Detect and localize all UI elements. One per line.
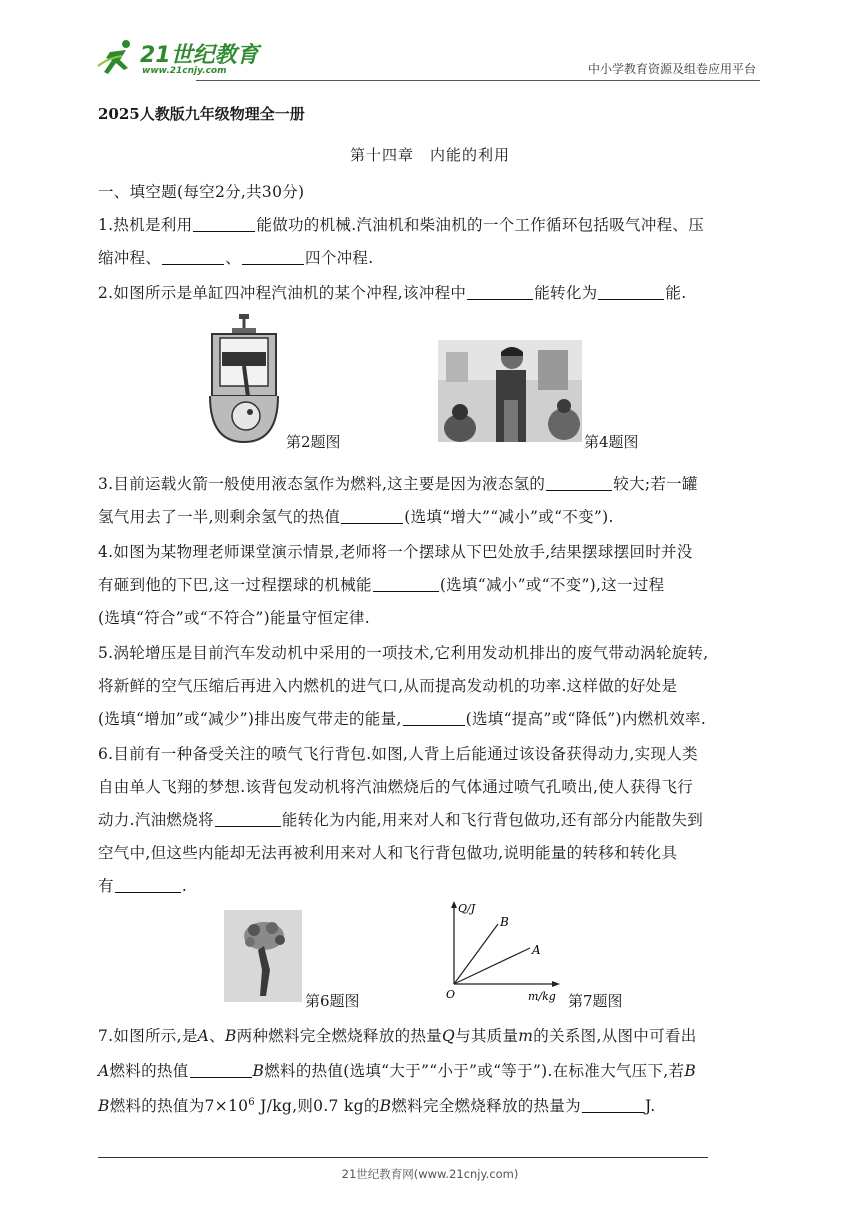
line-a [454, 948, 530, 984]
q7-line2: A燃料的热值 B燃料的热值(选填“大于”“小于”或“等于”).在标准大气压下,若B [98, 1062, 697, 1080]
answer-blank [162, 250, 224, 265]
fig6-caption: 第6题图 [305, 992, 360, 1010]
platform-label: 中小学教育资源及组卷应用平台 [587, 62, 756, 76]
q5-line3: (选填“增加”或“减少”)排出废气带走的能量, (选填“提高”或“降低”)内燃机效率. [98, 710, 707, 728]
answer-blank [546, 476, 612, 491]
answer-blank [190, 1063, 252, 1078]
header-divider [196, 80, 760, 81]
answer-blank [403, 711, 465, 726]
q1-line2: 缩冲程、 、 四个冲程. [98, 249, 374, 267]
answer-blank [242, 250, 304, 265]
q4-line3: (选填“符合”或“不符合”)能量守恒定律. [98, 609, 371, 627]
q6-line1: 6.目前有一种备受关注的喷气飞行背包.如图,人背上后能通过该设备获得动力,实现人类 [98, 745, 698, 763]
fig4-caption: 第4题图 [584, 433, 639, 451]
page-header [96, 36, 760, 84]
page-footer: 21世纪教育网(www.21cnjy.com) [341, 1167, 519, 1181]
q6-line4: 空气中,但这些内能却无法再被利用来对人和飞行背包做功,说明能量的转移和转化具 [98, 844, 678, 862]
answer-blank [115, 878, 181, 893]
q5-line1: 5.涡轮增压是目前汽车发动机中采用的一项技术,它利用发动机排出的废气带动涡轮旋转, [98, 644, 709, 662]
logo-url: www.21cnjy.com [142, 66, 227, 76]
answer-blank [193, 217, 255, 232]
q3-line2: 氢气用去了一半,则剩余氢气的热值 (选填“增大”“减小”或“不变”). [98, 508, 614, 526]
fig2-caption: 第2题图 [286, 433, 341, 451]
fig7-caption: 第7题图 [568, 992, 623, 1010]
y-axis-arrow-icon [451, 901, 457, 908]
q1-line1: 1.热机是利用 能做功的机械.汽油机和柴油机的一个工作循环包括吸气冲程、压 [98, 216, 705, 234]
logo [96, 38, 266, 80]
footer-divider [98, 1157, 708, 1158]
x-axis-label: m/kg [528, 990, 556, 1003]
y-axis-label: Q/J [458, 902, 476, 915]
q2-line1: 2.如图所示是单缸四冲程汽油机的某个冲程,该冲程中 能转化为 能. [98, 284, 687, 302]
engine-diagram-image [206, 312, 282, 448]
q6-line5: 有 . [98, 877, 188, 895]
jetpack-photo-image [224, 910, 302, 1002]
answer-blank [373, 577, 439, 592]
document-title: 2025人教版九年级物理全一册 [98, 105, 305, 123]
q6-line3: 动力.汽油燃烧将 能转化为内能,用来对人和飞行背包做功,还有部分内能散失到 [98, 811, 704, 829]
classroom-photo-image [438, 340, 582, 442]
origin-label: O [446, 988, 456, 1001]
line-b-label: B [500, 915, 509, 929]
answer-blank [467, 285, 533, 300]
q3-line1: 3.目前运载火箭一般使用液态氢作为燃料,这主要是因为液态氢的 较大;若一罐 [98, 475, 698, 493]
q7-line3: B燃料的热值为$7\times 10^6$ J/kg,则0.7 kg的B燃料完全燃烧释放的热量为 J. [98, 1096, 656, 1115]
answer-blank [598, 285, 664, 300]
answer-blank [582, 1098, 644, 1113]
line-a-label: A [532, 943, 541, 957]
section-heading: 一、填空题(每空2分,共30分) [98, 183, 305, 201]
q7-line1: 7.如图所示,是A、B两种燃料完全燃烧释放的热量Q与其质量m的关系图,从图中可看出 [98, 1027, 697, 1045]
q4-line1: 4.如图为某物理老师课堂演示情景,老师将一个摆球从下巴处放手,结果摆球摆回时并没 [98, 543, 693, 561]
answer-blank [215, 812, 281, 827]
runner-logo-icon [96, 38, 140, 78]
line-b [454, 924, 498, 984]
answer-blank [341, 509, 403, 524]
heat-mass-graph [440, 898, 564, 1006]
chapter-title: 第十四章 内能的利用 [349, 146, 510, 164]
x-axis-arrow-icon [552, 981, 560, 987]
q5-line2: 将新鲜的空气压缩后再进入内燃机的进气口,从而提高发动机的功率.这样做的好处是 [98, 677, 678, 695]
logo-text: 21世纪教育 [140, 43, 259, 68]
q6-line2: 自由单人飞翔的梦想.该背包发动机将汽油燃烧后的气体通过喷气孔喷出,使人获得飞行 [98, 778, 694, 796]
q4-line2: 有砸到他的下巴,这一过程摆球的机械能 (选填“减小”或“不变”),这一过程 [98, 576, 665, 594]
